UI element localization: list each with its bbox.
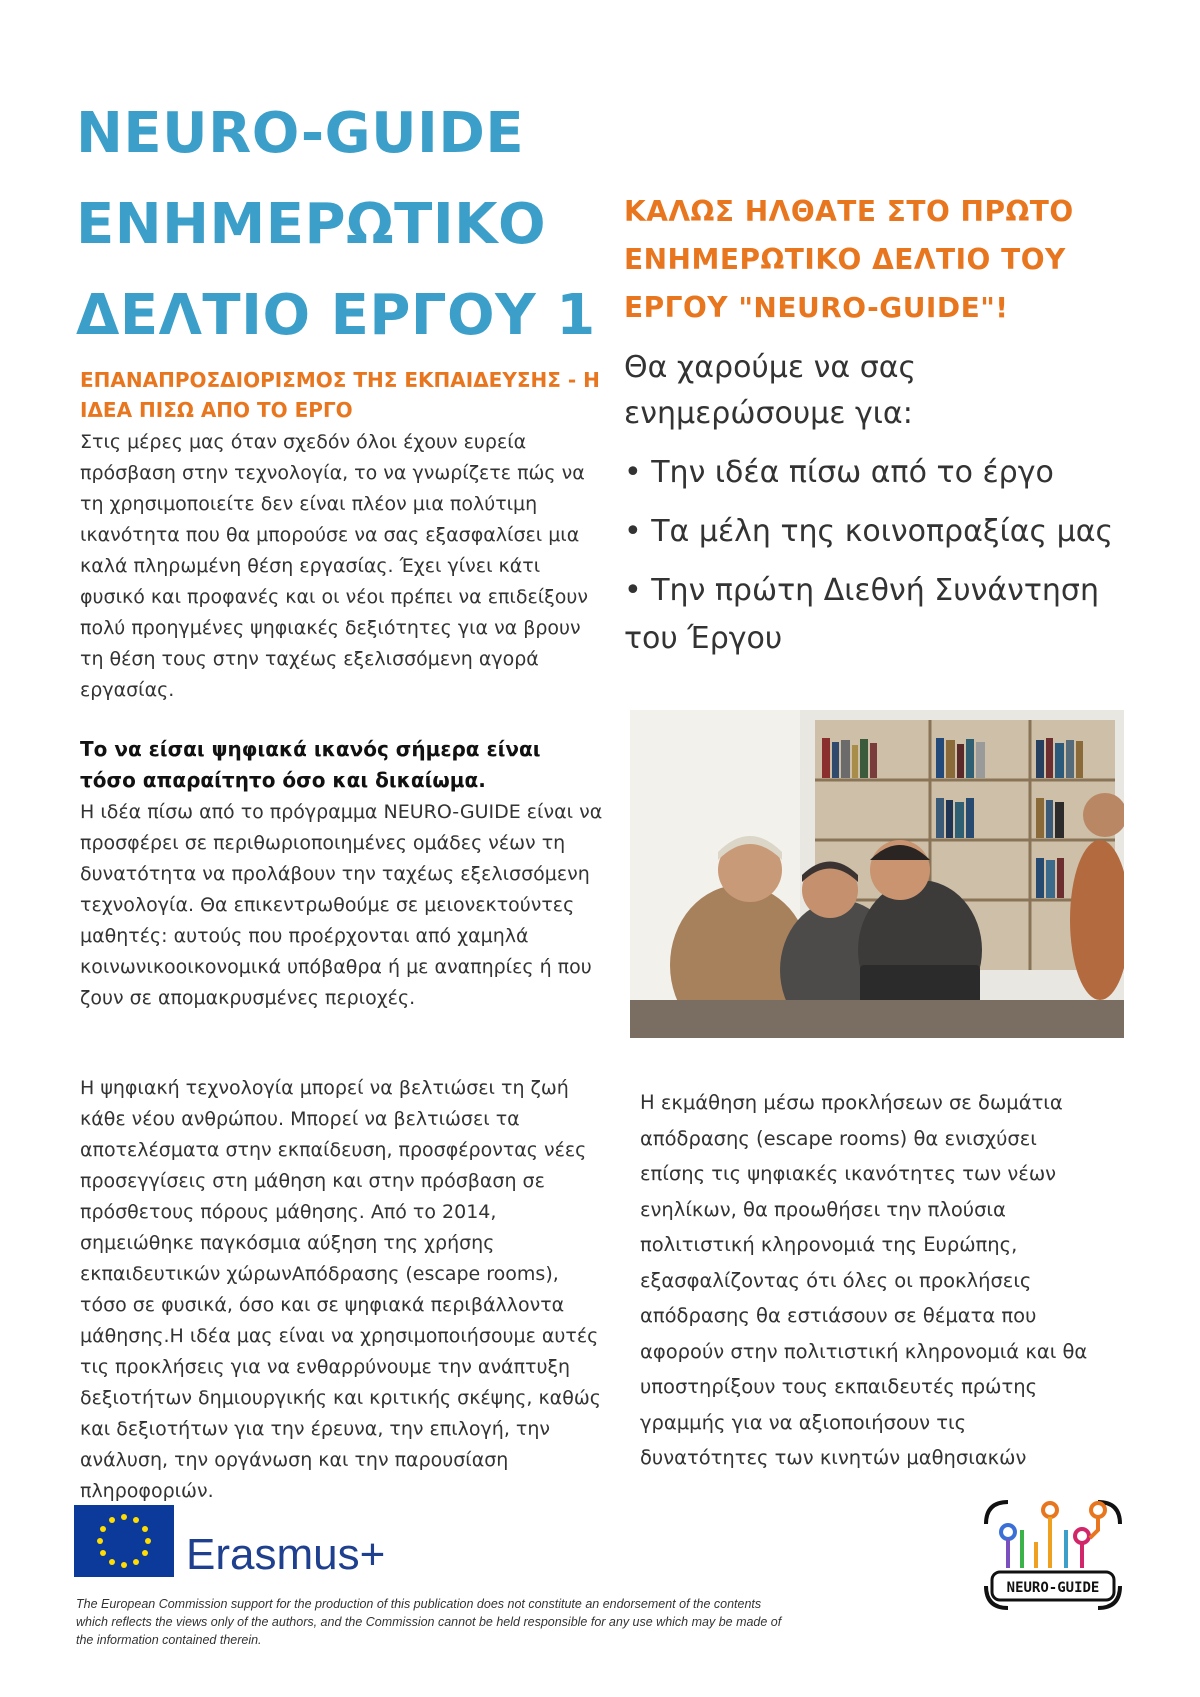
photo-illustration (630, 710, 1124, 1038)
paragraph-idea: Η ιδέα πίσω από το πρόγραμμα NEURO-GUIDE είναι να προσφέρει σε περιθωριοποιημένες ομάδες νέων τη δυνατότητα να προλάβουν την ταχέως εξελισσόμενη τεχνολογία. Θα επικεντρωθούμε σε μειονεκτούντες μαθητές: αυτούς που προέρχονται από χαμηλά κοινωνικοοικονομικά υπόβαθρα ή με αναπηρίες ή που ζουν σε απομακρυσμένες περιοχές. (80, 801, 603, 1009)
bold-statement: Το να είσαι ψηφιακά ικανός σήμερα είναι τόσο απαραίτητο όσο και δικαίωμα. (80, 737, 541, 792)
welcome-heading (624, 188, 1124, 332)
welcome-line-2: ΕΝΗΜΕΡΩΤΙΚΟ ΔΕΛΤΙΟ ΤΟΥ (624, 243, 1066, 276)
erasmus-logo (74, 1505, 414, 1581)
topic-item: • Τα μέλη της κοινοπραξίας μας (624, 514, 1114, 549)
paragraph-digital-tech: Η ψηφιακή τεχνολογία μπορεί να βελτιώσει τη ζωή κάθε νέου ανθρώπου. Μπορεί να βελτιώσει τα αποτελέσματα στην εκπαίδευση, προσφέροντας νέες προσεγγίσεις στη μάθηση και στην πρόσβαση σε πρόσθετους πόρους μάθησης. Από το 2014, σημειώθηκε παγκόσμια αύξηση της χρήσης εκπαιδευτικών χώρωνΑπόδρασης (escape rooms), τόσο σε φυσικά, όσο και σε ψηφιακά περιβάλλοντα μάθησης.Η ιδέα μας είναι να χρησιμοποιήσουμε αυτές τις προκλήσεις για να ενθαρρύνουμε την ανάπτυξη δεξιοτήτων δημιουργικής και κριτικής σκέψης, καθώς και δεξιοτήτων για την έρευνα, την επιλογή, την ανάλυση, την οργάνωση και την παρουσίαση πληροφοριών. (80, 1077, 601, 1502)
paragraph-escape-rooms: Η εκμάθηση μέσω προκλήσεων σε δωμάτια απόδρασης (escape rooms) θα ενισχύσει επίσης τις ψηφιακές ικανότητες των νέων ενηλίκων, θα προωθήσει την πλούσια πολιτιστική κληρονομιά της Ευρώπης, εξασφαλίζοντας ότι όλες οι προκλήσεις απόδρασης θα εστιάσουν σε θέματα που αφορούν στην πολιτιστική κληρονομιά και θα υποστηρίξουν τους εκπαιδευτές πρώτης γραμμής για να αξιοποιήσουν τις δυνατότητες των κινητών μαθησιακών (640, 1091, 1088, 1469)
title-line-2: ΕΝΗΜΕΡΩΤΙΚΟ (76, 192, 547, 257)
erasmus-wordmark: Erasmus+ (186, 1530, 386, 1577)
welcome-line-1: ΚΑΛΩΣ ΗΛΘΑΤΕ ΣΤΟ ΠΡΩΤΟ (624, 195, 1074, 228)
neuro-guide-emblem (978, 1480, 1128, 1630)
title-line-1: NEURO-GUIDE (76, 101, 525, 166)
title-line-3: ΔΕΛΤΙΟ ΕΡΓΟΥ 1 (76, 283, 596, 348)
neuro-guide-logo (978, 1480, 1128, 1634)
topic-item: • Την ιδέα πίσω από το έργο (624, 455, 1054, 490)
eu-disclaimer: The European Commission support for the production of this publication does not constitute an endorsement of the contents which reflects the views only of the authors, and the Commission cannot be held responsible for any use which may be made of the information contained therein. (76, 1597, 782, 1647)
section-heading: ΕΠΑΝΑΠΡΟΣΔΙΟΡΙΣΜΟΣ ΤΗΣ ΕΚΠΑΙΔΕΥΣΗΣ - Η ΙΔΕΑ ΠΙΣΩ ΑΠΟ ΤΟ ΕΡΓΟ (80, 368, 600, 422)
paragraph-intro: Στις μέρες μας όταν σχεδόν όλοι έχουν ευρεία πρόσβαση στην τεχνολογία, το να γνωρίζετε πώς να τη χρησιμοποιείτε δεν είναι πλέον μια πολύτιμη ικανότητα που θα μπορούσε να σας εξασφαλίσει μια καλά πληρωμένη θέση εργασίας. Έχει γίνει κάτι φυσικό και προφανές και οι νέοι πρέπει να επιδείξουν πολύ προηγμένες ψηφιακές δεξιότητες για να βρουν τη θέση τους στην ταχέως εξελισσόμενη αγορά εργασίας. (80, 431, 588, 701)
intro-text: Θα χαρούμε να σας ενημερώσουμε για: (624, 350, 917, 431)
newsletter-title (76, 88, 596, 361)
topics-list (624, 449, 1124, 674)
neuro-guide-wordmark: NEURO-GUIDE (1006, 1580, 1100, 1596)
library-team-photo (630, 710, 1124, 1038)
topic-item: • Την πρώτη Διεθνή Συνάντηση του Έργου (624, 573, 1099, 656)
welcome-line-3: ΕΡΓΟΥ "NEURO-GUIDE"! (624, 291, 1009, 324)
eu-flag-logo (74, 1505, 414, 1577)
